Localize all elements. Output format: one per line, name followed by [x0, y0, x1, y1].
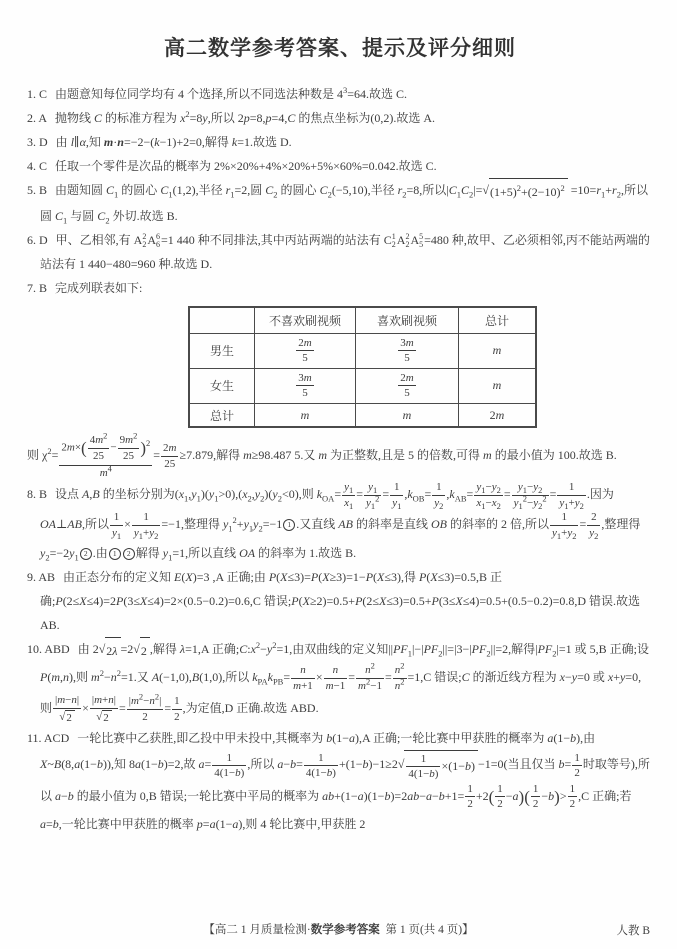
- solution-item-9: [27, 565, 653, 637]
- row-label-female: 女生: [189, 368, 255, 403]
- cell-female-total: m: [459, 368, 537, 403]
- cell-total-dislike: m: [255, 403, 356, 427]
- table-header-row: [189, 307, 536, 333]
- solution-item-7-continued: [27, 432, 653, 480]
- answer-label-4: 4. C: [27, 159, 48, 173]
- solution-text-4: 任取一个零件是次品的概率为 2%×20%+4%×20%+5%×60%=0.042.故选 C.: [55, 159, 437, 173]
- solution-text-2: 抛物线 C 的标准方程为 $x^2=8y$,所以 2p=8,p=4,C 的焦点坐标为(0,2).故选 A.: [55, 109, 436, 125]
- answer-label-6: 6. D: [27, 233, 48, 248]
- solution-text-8: 设点 A,B 的坐标分别为$(x_1,y_1)(y_1>0),(x_2,y_2)(y_2<0)$,则 $k_{OA}=$ $\frac{y_1}{x_1}$ = $\frac{y_1}{y_1^2}$ = $\frac{1}{y_1}$ $,k_{OB}=$ $\frac{1}{y_2}$ $,k_{AB}=$ $\frac{y_1-y_2}{x_1-x_2}$ = $\frac{y_1-y_2}{y_1^2-y_2^2}$ = $\frac{1}{y_1+y_2}$ .因为 OA⊥AB,所以 $\frac{1}{y_1}$ × $\frac{1}{y_1+y_2}$ =−1,整理得 $y_1^2+y_1y_2=-1$ 1 .又直线 AB 的斜率是直线 OB 的斜率的 2 倍,所以 $\frac{1}{y_1+y_2}$ = $\frac{2}{y_2}$ ,整理得 $y_2=-2y_1$ 2 .由 1 2 解得 $y_1=1$,所以直线 OA 的斜率为 1.故选 B.: [40, 481, 641, 563]
- answer-label-7: 7. B: [27, 281, 48, 296]
- table-header-dislike: 不喜欢刷视频: [255, 307, 356, 333]
- solution-text-7: 完成列联表如下:: [55, 281, 143, 296]
- solution-text-7-continued: 则 $\chi^2=$ 2m×( $\frac{4m^2}{25}$ − $\frac{9m^2}{25}$ )$^2$ $m^4$ = $\frac{2m}{25}$ ≥7.879,解得 m≥98.487 5.又 m 为正整数,且是 5 的倍数,可得 m 的最小值为 100.故选 B.: [27, 430, 617, 479]
- solution-text-5: 由题知圆 $C_1$ 的圆心 $C_1(1,2)$,半径 $r_1=2$,圆 $C_2$ 的圆心 $C_2(-5,10)$,半径 $r_2=8$,所以$|C_1C_2|=√(1+5)^2+(2-10)^2 =10=r_1+r_2$,所以圆 $C_1$ 与圆 $C_2$ 外切.故选 B.: [40, 183, 648, 223]
- solution-text-9: 由正态分布的定义知 E(X)=3 ,A 正确;由 P(X≤3)=P(X≥3)=1−P(X≤3),得 P(X≤3)=0.5,B 正确;P(2≤X≤4)=2P(3≤X≤4)=2×(0.5−0.2)=0.6,C 错误;P(X≥2)=0.5+P(2≤X≤3)=0.5+P(3≤X≤4)=0.5+(0.5−0.2)=0.8,D 错误.故选 AB.: [40, 569, 641, 632]
- solution-text-10: 由 2√2λ =2√2 ,解得 λ=1,A 正确$;C:x^2-y^2=1$,由双曲线的定义知$||PF_1|-|PF_2||=|3-|PF_2||=2$,解得$|PF_2|=1$ 或 5,B 正确;设 P(m,n),则 $m^2-n^2=1$.又 A(−1,0),B(1,0),所以 $k_{PA}k_{PB}=$ $\frac{n}{m+1}$ × $\frac{n}{m-1}$ = $\frac{n^2}{m^2-1}$ = $\frac{n^2}{n^2}$ =1,C 错误;C 的渐近线方程为 x−y=0 或 x+y=0,则 $\frac{|m-n|}{√2}$ × $\frac{|m+n|}{√2}$ = $\frac{|m^2-n^2|}{2}$ = $\frac{1}{2}$ ,为定值,D 正确.故选 ABD.: [40, 642, 649, 715]
- table-row-male: [189, 333, 536, 368]
- table-header-like: 喜欢刷视频: [356, 307, 459, 333]
- answer-label-9: 9. AB: [27, 569, 56, 584]
- solution-item-3: [27, 130, 653, 154]
- cell-female-dislike: $\frac{3m}{5}$: [255, 368, 356, 403]
- solution-text-3: 由 l∥α,知 m·n=−2−(k−1)+2=0,解得 k=1.故选 D.: [55, 135, 292, 149]
- solution-text-1: 由题意知每位同学均有 4 个选择,所以不同选法种数是 $4^3=64$.故选 C.: [55, 85, 408, 101]
- page-title: 高二数学参考答案、提示及评分细则: [164, 36, 516, 60]
- table-header-empty: [189, 307, 255, 333]
- solution-item-2: [27, 106, 653, 130]
- contingency-table: [188, 306, 537, 428]
- solution-text-6: 甲、乙相邻,有 A 2 2 A 6 6 =1 440 种不同排法,其中丙站两端的站法有 C 1 2 A 2 2 A 5 5 =480 种,故甲、乙必须相邻,丙不能站两端的站法有 1 440−480=960 种.故选 D.: [40, 232, 650, 272]
- table-row-female: [189, 368, 536, 403]
- answer-label-2: 2. A: [27, 111, 48, 125]
- solution-item-10: [27, 637, 653, 726]
- solution-item-5: [27, 178, 653, 228]
- answer-label-3: 3. D: [27, 135, 48, 149]
- table-header-total: 总计: [459, 307, 537, 333]
- row-label-male: 男生: [189, 333, 255, 368]
- answer-label-11: 11. ACD: [27, 730, 70, 745]
- cell-male-like: $\frac{3m}{5}$: [356, 333, 459, 368]
- answer-label-1: 1. C: [27, 87, 48, 101]
- answer-label-5: 5. B: [27, 183, 48, 197]
- page-footer: [0, 921, 677, 937]
- table-row-total: [189, 403, 536, 427]
- row-label-total: 总计: [189, 403, 255, 427]
- cell-total-total: 2m: [459, 403, 537, 427]
- footer-edition: 人教 B: [616, 925, 650, 937]
- solution-item-4: [27, 154, 653, 178]
- solution-item-1: [27, 82, 653, 106]
- footer-title: 【高二 1 月质量检测·数学参考答案 第 1 页(共 4 页)】: [203, 924, 474, 936]
- solution-item-8: [27, 480, 653, 565]
- solution-item-7: [27, 276, 653, 300]
- answer-label-8: 8. B: [27, 487, 48, 502]
- solution-item-11: [27, 726, 653, 837]
- answer-label-10: 10. ABD: [27, 641, 70, 656]
- solution-item-6: [27, 228, 653, 276]
- cell-total-like: m: [356, 403, 459, 427]
- cell-male-dislike: $\frac{2m}{5}$: [255, 333, 356, 368]
- cell-male-total: m: [459, 333, 537, 368]
- solution-text-11: 一轮比赛中乙获胜,即乙投中甲未投中,其概率为 b(1−a),A 正确;一轮比赛中甲获胜的概率为 a(1−b),由 X~B(8,a(1−b)),知 8a(1−b)=2,故 a= $\frac{1}{4(1-b)}$ ,所以 a−b= $\frac{1}{4(1-b)}$ +(1−b)−1≥2√ $\frac{1}{4(1-b)}$ ×(1−b) −1=0(当且仅当 b= $\frac{1}{2}$ 时取等号),所以 a−b 的最小值为 0,B 错误;一轮比赛中平局的概率为 ab+(1−a)(1−b)=2ab−a−b+1= $\frac{1}{2}$ +2( $\frac{1}{2}$ −a)( $\frac{1}{2}$ −b)> $\frac{1}{2}$ ,C 正确;若 a=b,一轮比赛中甲获胜的概率 p=a(1−a),则 4 轮比赛中,甲获胜 2: [40, 730, 650, 832]
- cell-female-like: $\frac{2m}{5}$: [356, 368, 459, 403]
